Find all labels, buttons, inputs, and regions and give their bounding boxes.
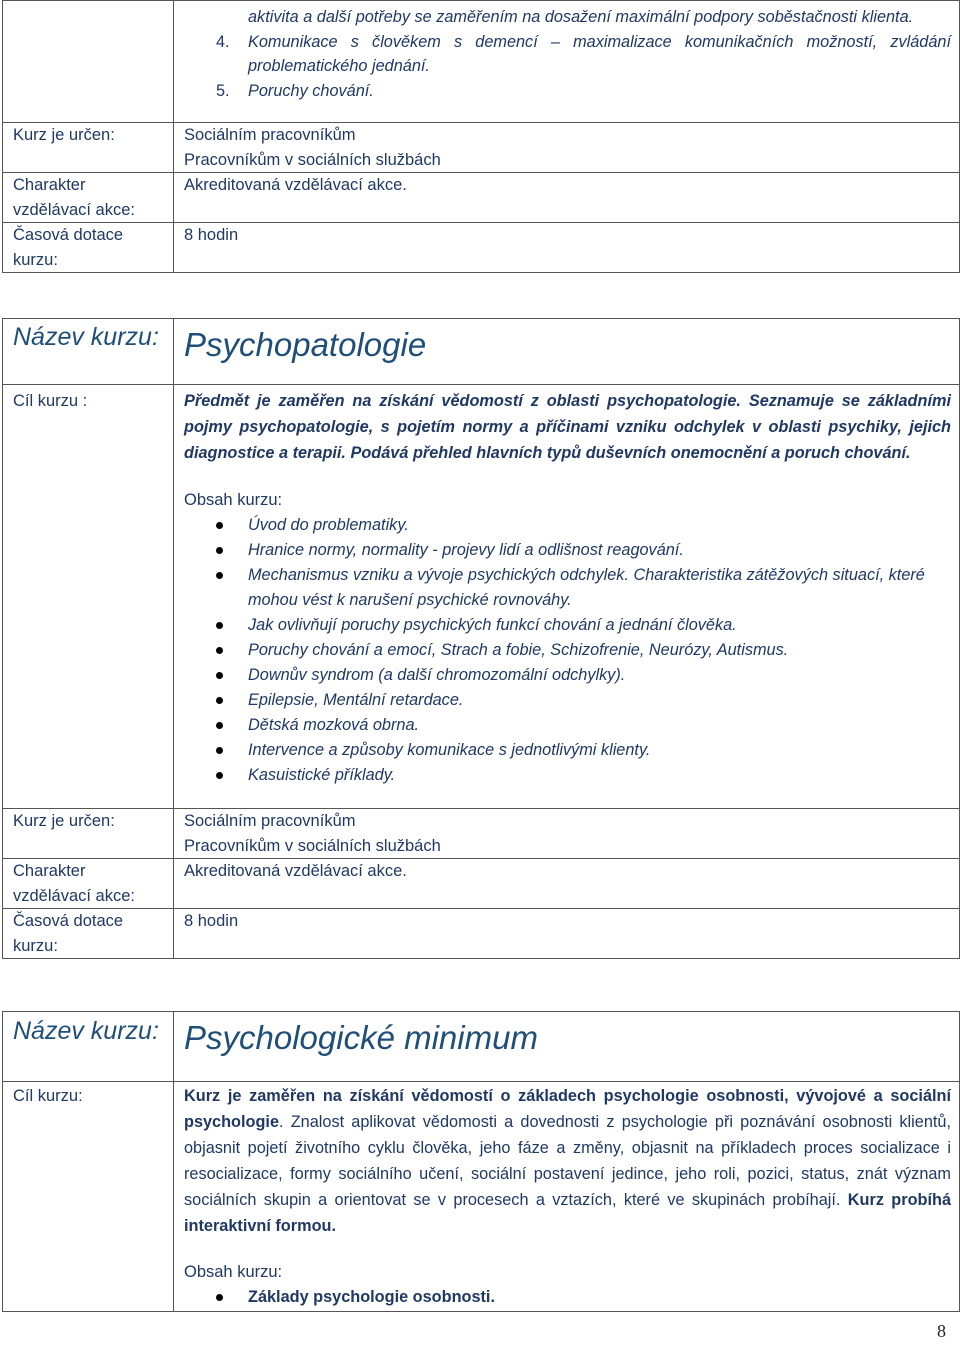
contents-list xyxy=(184,513,951,788)
goal-part: Předmět je zaměřen na získání vědomostí z oblasti psychopatologie. xyxy=(184,392,741,410)
contents-label: Obsah kurzu: xyxy=(184,1263,283,1281)
character-label-cell xyxy=(3,173,174,223)
target-label: Kurz je určen: xyxy=(13,812,115,830)
list-item xyxy=(184,638,951,663)
bullet-icon xyxy=(216,622,223,629)
target-label: Kurz je určen: xyxy=(13,126,115,144)
course-table-1 xyxy=(2,0,960,273)
item-text: Epilepsie, Mentální retardace. xyxy=(248,690,464,709)
character-label: Charakter vzdělávací akce: xyxy=(13,862,135,905)
target-value: Sociálním pracovníkům xyxy=(184,126,356,144)
duration-value: 8 hodin xyxy=(184,226,239,244)
item-text: Poruchy chování a emocí, Strach a fobie, Schizofrenie, Neurózy, Autismus. xyxy=(248,640,789,659)
duration-label: Časová dotace kurzu: xyxy=(13,226,124,269)
list-item xyxy=(184,513,951,538)
name-label-cell xyxy=(3,1012,174,1082)
item-text: Poruchy chování. xyxy=(248,81,374,100)
goal-part: Seznamuje se základními pojmy psychopatologie, s pojetím normy a příčinami vzniku odchylek v oblasti psychiky, jejich diagnostice a terapii. xyxy=(184,392,951,462)
character-value: Akreditovaná vzdělávací akce. xyxy=(184,862,407,880)
duration-value: 8 hodin xyxy=(184,912,239,930)
continuation-cell xyxy=(174,1,960,123)
goal-cell xyxy=(174,1082,960,1312)
item-text: Jak ovlivňují poruchy psychických funkcí chování a jednání člověka. xyxy=(248,615,737,634)
goal-text xyxy=(184,1082,951,1239)
list-item xyxy=(184,538,951,563)
goal-label-cell xyxy=(3,1082,174,1312)
duration-label-cell xyxy=(3,223,174,273)
list-item xyxy=(184,663,951,688)
list-item xyxy=(184,713,951,738)
name-label-cell xyxy=(3,319,174,385)
list-item xyxy=(184,563,951,613)
title-cell xyxy=(174,1012,960,1082)
contents-list xyxy=(184,1285,951,1310)
course-title: Psychologické minimum xyxy=(184,1019,538,1056)
item-text: Hranice normy, normality - projevy lidí a odlišnost reagování. xyxy=(248,540,684,559)
item-text: Mechanismus vzniku a vývoje psychických odchylek. Charakteristika zátěžových situací, které mohou vést k narušení psychické rovnováhy. xyxy=(248,565,925,609)
bullet-icon xyxy=(216,547,223,554)
item-text: aktivita a další potřeby se zaměřením na dosažení maximální podpory soběstačnosti klienta. xyxy=(248,8,914,26)
bullet-icon xyxy=(216,1294,223,1301)
target-label-cell xyxy=(3,809,174,859)
duration-value-cell xyxy=(174,909,960,959)
item-number: 4. xyxy=(216,32,230,51)
title-cell xyxy=(174,319,960,385)
name-label: Název kurzu: xyxy=(13,323,159,351)
item-text: Úvod do problematiky. xyxy=(248,515,409,534)
goal-part: Kurz probíhá interaktivní formou. xyxy=(184,1191,951,1235)
character-value: Akreditovaná vzdělávací akce. xyxy=(184,176,407,194)
target-value: Sociálním pracovníkům xyxy=(184,812,356,830)
bullet-icon xyxy=(216,772,223,779)
item-text: Dětská mozková obrna. xyxy=(248,715,420,734)
item-text: Intervence a způsoby komunikace s jednotlivými klienty. xyxy=(248,740,651,759)
list-item xyxy=(184,79,951,104)
character-label-cell xyxy=(3,859,174,909)
target-label-cell xyxy=(3,123,174,173)
target-value-cell xyxy=(174,809,960,859)
bullet-icon xyxy=(216,672,223,679)
item-number: 5. xyxy=(216,81,230,100)
duration-label-cell xyxy=(3,909,174,959)
character-label: Charakter vzdělávací akce: xyxy=(13,176,135,219)
bullet-icon xyxy=(216,647,223,654)
character-value-cell xyxy=(174,173,960,223)
bullet-icon xyxy=(216,697,223,704)
bullet-icon xyxy=(216,722,223,729)
list-item xyxy=(184,613,951,638)
duration-value-cell xyxy=(174,223,960,273)
item-text: Kasuistické příklady. xyxy=(248,765,396,784)
list-item xyxy=(184,30,951,79)
list-item xyxy=(184,688,951,713)
contents-label: Obsah kurzu: xyxy=(184,491,283,509)
duration-label: Časová dotace kurzu: xyxy=(13,912,124,955)
page-number: 8 xyxy=(937,1321,946,1341)
target-value: Pracovníkům v sociálních službách xyxy=(184,150,441,169)
bullet-icon xyxy=(216,572,223,579)
goal-text xyxy=(184,385,951,466)
character-value-cell xyxy=(174,859,960,909)
list-item xyxy=(184,1285,951,1310)
list-item xyxy=(184,763,951,788)
target-value-cell xyxy=(174,123,960,173)
target-value: Pracovníkům v sociálních službách xyxy=(184,836,441,855)
list-item xyxy=(184,5,951,30)
goal-label-cell xyxy=(3,385,174,809)
goal-part: Podává přehled hlavních typů duševních onemocnění a poruch chování. xyxy=(350,444,911,462)
course-table-psychologicke-minimum xyxy=(2,1011,960,1312)
course-title: Psychopatologie xyxy=(184,326,427,363)
goal-label: Cíl kurzu : xyxy=(13,392,88,410)
goal-part: . Znalost aplikovat vědomosti a dovednosti z psychologie při poznávání osobnosti klientů, objasnit pojetí životního cyklu člověka, jeho fáze a změny, objasnit na příkladech proces socializace i resocializace, formy sociálního učení, sociální postavení jedince, jeho roli, pozici, status, znát význam sociálních skupin a orientovat se v procesech a vztazích, které ve skupinách probíhají. xyxy=(184,1113,951,1209)
empty-label-cell xyxy=(3,1,174,123)
bullet-icon xyxy=(216,747,223,754)
bullet-icon xyxy=(216,522,223,529)
item-text: Základy psychologie osobnosti. xyxy=(248,1287,495,1306)
course-table-psychopatologie xyxy=(2,318,960,959)
name-label: Název kurzu: xyxy=(13,1017,159,1045)
goal-label: Cíl kurzu: xyxy=(13,1087,83,1105)
item-text: Downův syndrom (a další chromozomální odchylky). xyxy=(248,665,626,684)
list-item xyxy=(184,738,951,763)
goal-cell xyxy=(174,385,960,809)
item-text: Komunikace s člověkem s demencí – maximalizace komunikačních možností, zvládání problematického jednání. xyxy=(248,32,951,75)
goal-part: Kurz je zaměřen na získání vědomostí o základech psychologie osobnosti, vývojové a sociální psychologie xyxy=(184,1087,951,1131)
